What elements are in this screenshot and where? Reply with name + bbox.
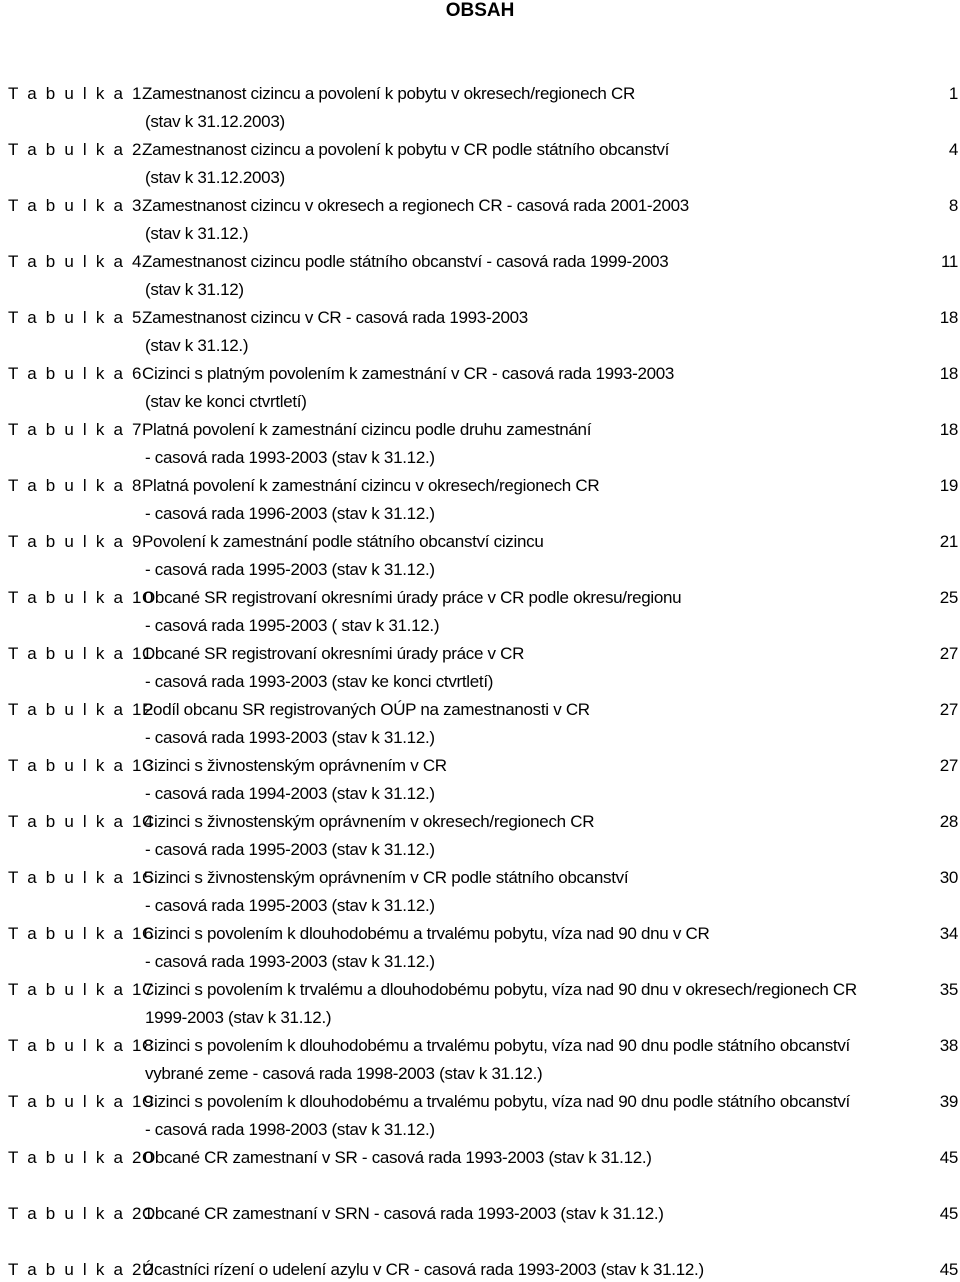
toc-entry-label: T a b u l k a 18 <box>8 1036 156 1055</box>
toc-entry-page-number: 19 <box>939 476 958 495</box>
toc-entry-label: T a b u l k a 12 <box>8 700 156 719</box>
toc-entry-subtitle: - casová rada 1993-2003 (stav ke konci ctvrtletí) <box>145 672 494 691</box>
toc-entry-title: Zamestnanost cizincu a povolení k pobytu v okresech/regionech CR <box>142 84 635 103</box>
toc-entry-subtitle: - casová rada 1995-2003 (stav k 31.12.) <box>145 840 435 859</box>
toc-entry-label: T a b u l k a 5 <box>8 308 144 327</box>
toc-entry-label: T a b u l k a 10 <box>8 588 156 607</box>
toc-entry-subtitle: vybrané zeme - casová rada 1998-2003 (stav k 31.12.) <box>145 1064 543 1083</box>
toc-entry-label: T a b u l k a 11 <box>8 644 155 663</box>
toc-entry-page-number: 21 <box>939 532 958 551</box>
toc-entry-label: T a b u l k a 20 <box>8 1148 156 1167</box>
toc-entry-label: T a b u l k a 21 <box>8 1204 156 1223</box>
toc-entry-subtitle: - casová rada 1998-2003 (stav k 31.12.) <box>145 1120 435 1139</box>
toc-entry-title: Cizinci s živnostenským oprávnením v okresech/regionech CR <box>142 812 595 831</box>
toc-entry-page-number: 39 <box>939 1092 958 1111</box>
toc-entry-label: T a b u l k a 14 <box>8 812 156 831</box>
toc-entry-label: T a b u l k a 13 <box>8 756 156 775</box>
toc-entry-label: T a b u l k a 19 <box>8 1092 156 1111</box>
toc-entry-title: Cizinci s povolením k dlouhodobému a trvalému pobytu, víza nad 90 dnu podle státního obcanství <box>142 1092 850 1111</box>
toc-entry-label: T a b u l k a 15 <box>8 868 156 887</box>
toc-entry-label: T a b u l k a 3 <box>8 196 144 215</box>
toc-entry-title: Cizinci s živnostenským oprávnením v CR podle státního obcanství <box>142 868 629 887</box>
toc-entry-page-number: 38 <box>939 1036 958 1055</box>
toc-entry-page-number: 27 <box>939 700 958 719</box>
toc-entry-subtitle: (stav k 31.12.2003) <box>145 112 285 131</box>
toc-entry-subtitle: - casová rada 1993-2003 (stav k 31.12.) <box>145 448 435 467</box>
toc-entry-label: T a b u l k a 1 <box>8 84 144 103</box>
toc-entry-page-number: 45 <box>939 1204 958 1223</box>
toc-entry-title: Obcané SR registrovaní okresními úrady práce v CR podle okresu/regionu <box>142 588 682 607</box>
toc-entry-page-number: 27 <box>939 756 958 775</box>
toc-entry-subtitle: (stav k 31.12) <box>145 280 244 299</box>
toc-entry-page-number: 35 <box>939 980 958 999</box>
toc-entry-title: Cizinci s povolením k dlouhodobému a trvalému pobytu, víza nad 90 dnu v CR <box>142 924 710 943</box>
toc-entry-title: Platná povolení k zamestnání cizincu v okresech/regionech CR <box>142 476 600 495</box>
toc-entry-page-number: 18 <box>939 308 958 327</box>
toc-entry-page-number: 18 <box>939 420 958 439</box>
toc-entry-subtitle: - casová rada 1995-2003 ( stav k 31.12.) <box>145 616 440 635</box>
toc-entry-page-number: 11 <box>940 252 958 271</box>
toc-entry-title: Zamestnanost cizincu a povolení k pobytu v CR podle státního obcanství <box>142 140 670 159</box>
toc-entry-title: Cizinci s platným povolením k zamestnání v CR - casová rada 1993-2003 <box>142 364 675 383</box>
toc-entry-subtitle: 1999-2003 (stav k 31.12.) <box>145 1008 332 1027</box>
toc-entry-title: Obcané CR zamestnaní v SR - casová rada 1993-2003 (stav k 31.12.) <box>142 1148 652 1167</box>
toc-entry-subtitle: (stav k 31.12.) <box>145 336 249 355</box>
toc-entry-label: T a b u l k a 17 <box>8 980 156 999</box>
toc-entry-page-number: 45 <box>939 1148 958 1167</box>
toc-entry-subtitle: - casová rada 1996-2003 (stav k 31.12.) <box>145 504 435 523</box>
toc-entry-page-number: 28 <box>939 812 958 831</box>
toc-entry-page-number: 25 <box>939 588 958 607</box>
toc-entry-title: Obcané SR registrovaní okresními úrady práce v CR <box>142 644 525 663</box>
toc-entry-page-number: 1 <box>948 84 958 103</box>
toc-entry-subtitle: - casová rada 1993-2003 (stav k 31.12.) <box>145 952 435 971</box>
toc-entry-title: Podíl obcanu SR registrovaných OÚP na zamestnanosti v CR <box>142 700 590 719</box>
toc-entry-title: Úcastníci rízení o udelení azylu v CR - casová rada 1993-2003 (stav k 31.12.) <box>142 1260 704 1279</box>
toc-entry-title: Platná povolení k zamestnání cizincu podle druhu zamestnání <box>142 420 592 439</box>
toc-entry-label: T a b u l k a 22 <box>8 1260 156 1279</box>
toc-entry-subtitle: (stav k 31.12.) <box>145 224 249 243</box>
toc-entry-subtitle: (stav ke konci ctvrtletí) <box>145 392 307 411</box>
toc-entry-title: Zamestnanost cizincu v okresech a regionech CR - casová rada 2001-2003 <box>142 196 689 215</box>
toc-entry-title: Cizinci s živnostenským oprávnením v CR <box>142 756 447 775</box>
toc-entry-label: T a b u l k a 2 <box>8 140 144 159</box>
toc-entry-title: Obcané CR zamestnaní v SRN - casová rada 1993-2003 (stav k 31.12.) <box>142 1204 664 1223</box>
toc-entry-label: T a b u l k a 9 <box>8 532 144 551</box>
toc-entry-label: T a b u l k a 4 <box>8 252 144 271</box>
toc-entry-title: Povolení k zamestnání podle státního obcanství cizincu <box>142 532 544 551</box>
toc-entry-title: Cizinci s povolením k dlouhodobému a trvalému pobytu, víza nad 90 dnu podle státního obcanství <box>142 1036 850 1055</box>
toc-entry-label: T a b u l k a 7 <box>8 420 144 439</box>
toc-entry-page-number: 4 <box>948 140 958 159</box>
toc-entry-label: T a b u l k a 8 <box>8 476 144 495</box>
toc-entry-page-number: 18 <box>939 364 958 383</box>
toc-entry-page-number: 27 <box>939 644 958 663</box>
toc-entry-title: Cizinci s povolením k trvalému a dlouhodobému pobytu, víza nad 90 dnu v okresech/regionech CR <box>142 980 857 999</box>
toc-entry-page-number: 8 <box>948 196 958 215</box>
toc-entry-subtitle: - casová rada 1994-2003 (stav k 31.12.) <box>145 784 435 803</box>
toc-entry-label: T a b u l k a 16 <box>8 924 156 943</box>
toc-entry-page-number: 34 <box>939 924 958 943</box>
page-title: OBSAH <box>445 0 515 21</box>
toc-entry-subtitle: - casová rada 1995-2003 (stav k 31.12.) <box>145 896 435 915</box>
toc-entry-title: Zamestnanost cizincu podle státního obcanství - casová rada 1999-2003 <box>142 252 669 271</box>
toc-entry-title: Zamestnanost cizincu v CR - casová rada 1993-2003 <box>142 308 528 327</box>
toc-entry-subtitle: (stav k 31.12.2003) <box>145 168 285 187</box>
toc-entry-page-number: 45 <box>939 1260 958 1279</box>
toc-entry-subtitle: - casová rada 1995-2003 (stav k 31.12.) <box>145 560 435 579</box>
toc-entry-label: T a b u l k a 6 <box>8 364 144 383</box>
toc-entry-page-number: 30 <box>939 868 958 887</box>
toc-entry-subtitle: - casová rada 1993-2003 (stav k 31.12.) <box>145 728 435 747</box>
